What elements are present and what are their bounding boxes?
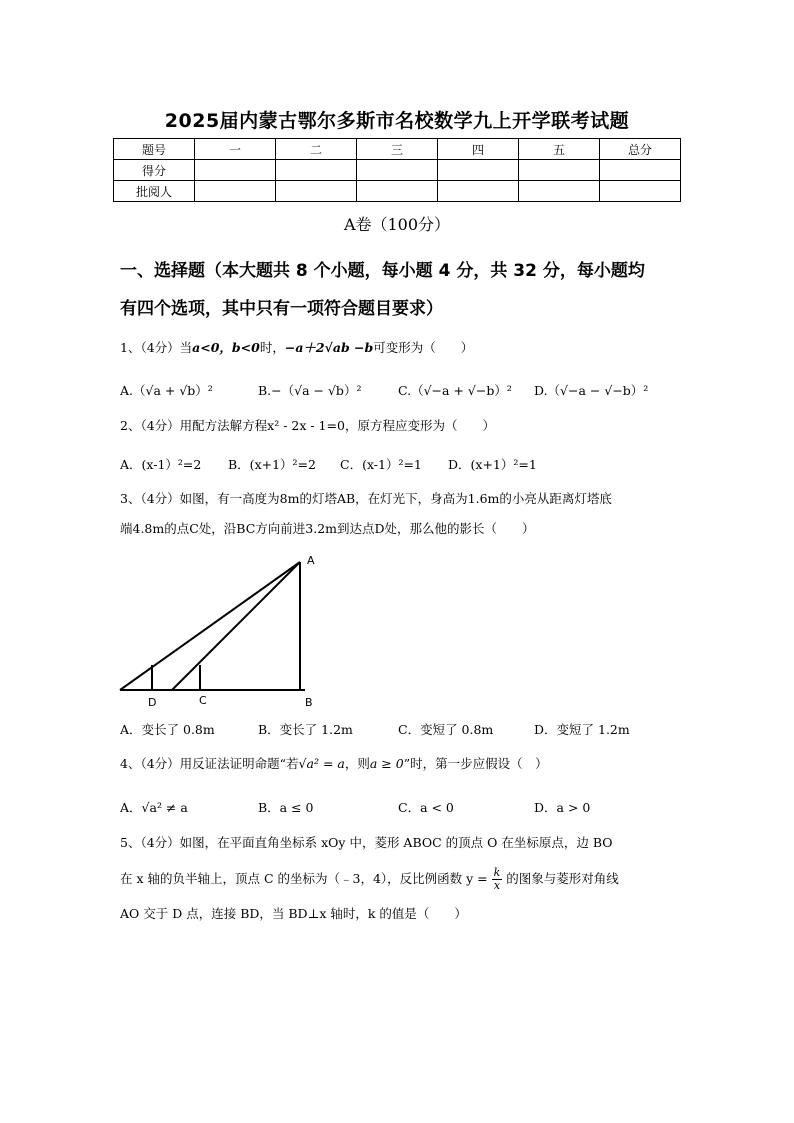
table-header-cell: 四 xyxy=(438,139,519,160)
q2-option-a[interactable]: A．(x-1）²=2 xyxy=(120,457,202,472)
table-header-cell: 一 xyxy=(195,139,276,160)
light-ray-from-c xyxy=(172,562,300,690)
table-cell xyxy=(276,181,357,202)
question-2-options xyxy=(120,455,680,477)
q2-option-b[interactable]: B．(x+1）²=2 xyxy=(228,457,316,472)
table-cell xyxy=(519,160,600,181)
table-row xyxy=(114,181,681,202)
label-c: C xyxy=(199,694,207,707)
table-cell xyxy=(195,181,276,202)
question-3-line2: 端4.8m的点C处，沿BC方向前进3.2m到达点D处，那么他的影长（ ） xyxy=(120,521,535,536)
table-cell xyxy=(600,181,681,202)
q1-option-d[interactable]: D.（√−a − √−b）² xyxy=(534,383,649,398)
table-row xyxy=(114,160,681,181)
k-over-x-fraction xyxy=(492,867,503,892)
row-label: 批阅人 xyxy=(114,181,195,202)
table-header-cell: 题号 xyxy=(114,139,195,160)
fraction-denominator: x xyxy=(493,879,501,892)
q2-option-c[interactable]: C．(x-1）²=1 xyxy=(340,457,422,472)
exam-title: 2025届内蒙古鄂尔多斯市名校数学九上开学联考试题 xyxy=(164,110,630,132)
q1-option-c[interactable]: C.（√−a + √−b）² xyxy=(398,383,512,398)
label-a: A xyxy=(307,554,315,567)
volume-heading: A卷（100分） xyxy=(343,215,451,234)
q1-condition: a<0，b<0 xyxy=(192,340,260,355)
section-heading-line1: 一、选择题（本大题共 8 个小题，每小题 4 分，共 32 分，每小题均 xyxy=(120,261,645,281)
question-2-stem: 2、（4分）用配方法解方程x² - 2x - 1=0，原方程应变形为（ ） xyxy=(120,418,495,433)
q4-expression-2: a ≥ 0 xyxy=(369,756,404,771)
question-3-line1: 3、（4分）如图，有一高度为8m的灯塔AB，在灯光下，身高为1.6m的小亮从距离灯塔底 xyxy=(120,491,612,506)
light-ray-from-d xyxy=(120,562,300,690)
label-d: D xyxy=(148,696,157,709)
table-cell xyxy=(276,160,357,181)
table-row xyxy=(114,139,681,160)
section-heading-line2: 有四个选项，其中只有一项符合题目要求） xyxy=(120,299,443,319)
lighthouse-figure xyxy=(115,550,330,710)
fraction-numerator: k xyxy=(493,866,501,879)
score-table xyxy=(113,138,681,202)
table-header-cell: 总分 xyxy=(600,139,681,160)
q3-option-a[interactable]: A．变长了 0.8m xyxy=(120,722,215,737)
question-4-options xyxy=(120,798,680,820)
q1-option-b[interactable]: B.−（√a − √b）² xyxy=(258,383,362,398)
question-1-options xyxy=(120,381,680,403)
question-3-options xyxy=(120,720,680,742)
q3-option-c[interactable]: C．变短了 0.8m xyxy=(398,722,494,737)
table-header-cell: 五 xyxy=(519,139,600,160)
q4-option-b[interactable]: B．a ≤ 0 xyxy=(258,800,314,815)
table-cell xyxy=(357,181,438,202)
q4-option-a[interactable]: A．√a² ≠ a xyxy=(120,800,188,815)
q4-stem-mid: ，则 xyxy=(344,756,370,771)
q3-option-d[interactable]: D．变短了 1.2m xyxy=(534,722,630,737)
q5-line2-pre: 在 x 轴的负半轴上，顶点 C 的坐标为（﹣3，4），反比例函数 y = xyxy=(120,871,488,886)
table-cell xyxy=(438,160,519,181)
q1-stem-mid: 时， xyxy=(259,340,285,355)
table-cell xyxy=(357,160,438,181)
q1-expression: −a＋2√ab −b xyxy=(284,340,374,355)
q4-stem-pre: 4、（4分）用反证法证明命题“若 xyxy=(120,756,299,771)
q5-line2-post: 的图象与菱形对角线 xyxy=(506,871,619,886)
q2-option-d[interactable]: D．(x+1）²=1 xyxy=(448,457,537,472)
question-1-stem xyxy=(120,340,680,356)
question-4-stem xyxy=(120,756,680,772)
table-header-cell: 二 xyxy=(276,139,357,160)
q1-option-a[interactable]: A.（√a + √b）² xyxy=(120,383,213,398)
question-5-line2 xyxy=(120,866,680,892)
q1-stem-pre: 1、（4分）当 xyxy=(120,340,193,355)
q4-stem-post: ”时，第一步应假设（ ） xyxy=(403,756,548,771)
q4-option-d[interactable]: D．a > 0 xyxy=(534,800,591,815)
table-cell xyxy=(195,160,276,181)
table-cell xyxy=(519,181,600,202)
label-b: B xyxy=(305,696,313,709)
question-5-line1: 5、（4分）如图，在平面直角坐标系 xOy 中，菱形 ABOC 的顶点 O 在坐标原点，边 BO xyxy=(120,835,613,850)
table-header-cell: 三 xyxy=(357,139,438,160)
q1-stem-post: 可变形为（ ） xyxy=(373,340,474,355)
row-label: 得分 xyxy=(114,160,195,181)
q4-option-c[interactable]: C．a < 0 xyxy=(398,800,454,815)
table-cell xyxy=(438,181,519,202)
q4-expression: √a² = a xyxy=(298,756,345,771)
question-5-line3: AO 交于 D 点，连接 BD，当 BD⊥x 轴时，k 的值是（ ） xyxy=(120,906,467,921)
q3-option-b[interactable]: B．变长了 1.2m xyxy=(258,722,353,737)
table-cell xyxy=(600,160,681,181)
